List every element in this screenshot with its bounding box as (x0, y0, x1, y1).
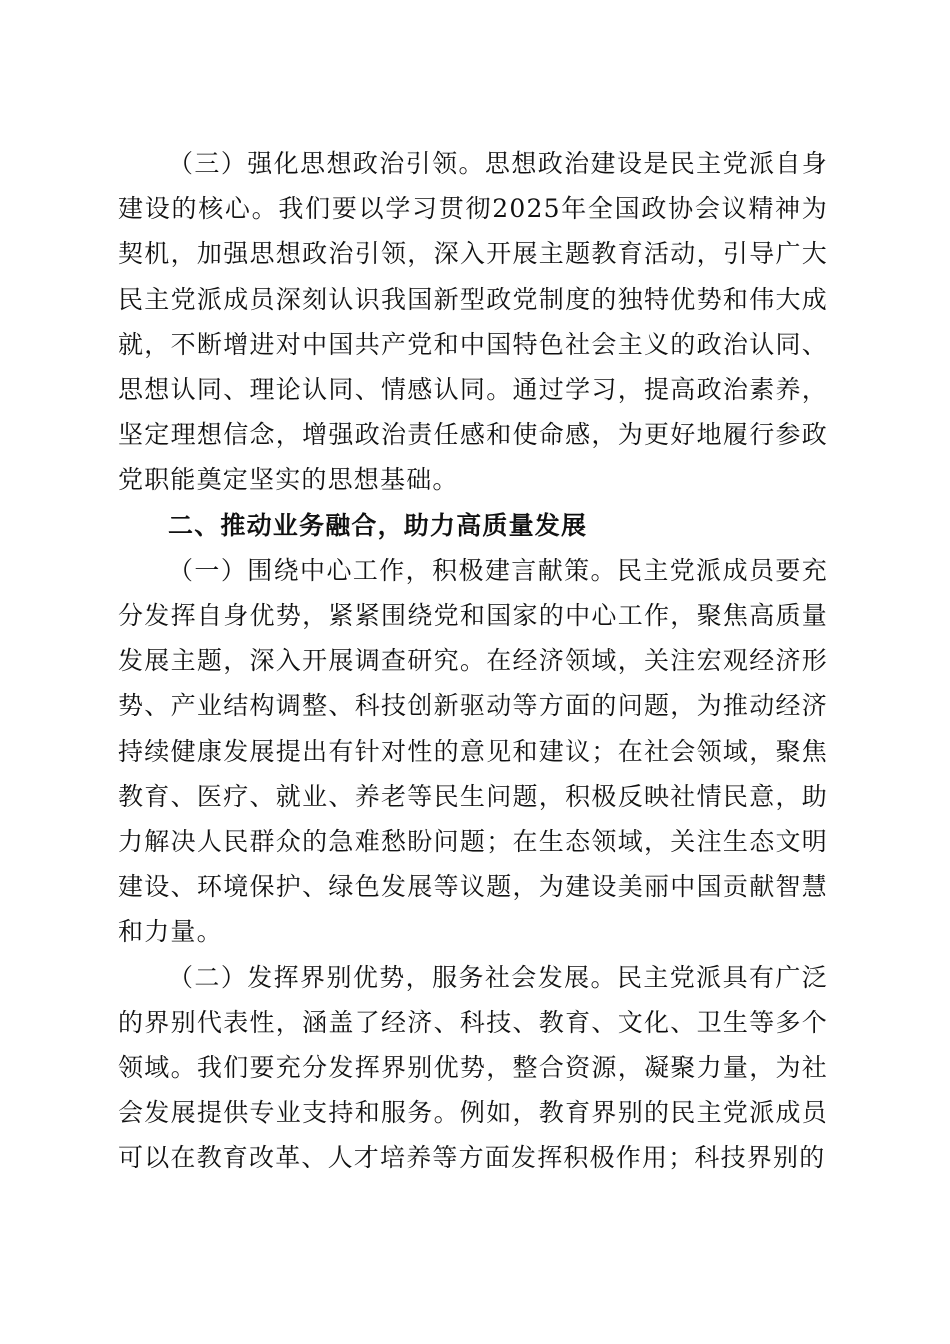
section-3-body: 思想政治建设是民主党派自身建设的核心。我们要以学习贯彻2025年全国政协会议精神为契机，加强思想政治引领，深入开展主题教育活动，引导广大民主党派成员深刻认识我国新型政党制度的独特优势和伟大成就，不断增进对中国共产党和中国特色社会主义的政治认同、思想认同、理论认同、情感认同。通过学习，提高政治素养，坚定理想信念，增强政治责任感和使命感，为更好地履行参政党职能奠定坚实的思想基础。 (118, 149, 828, 495)
document-body (118, 141, 828, 1181)
sub-1-body: 民主党派成员要充分发挥自身优势，紧紧围绕党和国家的中心工作，聚焦高质量发展主题，深入开展调查研究。在经济领域，关注宏观经济形势、产业结构调整、科技创新驱动等方面的问题，为推动经济持续健康发展提出有针对性的意见和建议；在社会领域，聚焦教育、医疗、就业、养老等民生问题，积极反映社情民意，助力解决人民群众的急难愁盼问题；在生态领域，关注生态文明建设、环境保护、绿色发展等议题，为建设美丽中国贡献智慧和力量。 (118, 555, 828, 947)
section-3-title: （三）强化思想政治引领。 (168, 149, 485, 178)
paragraph-sub-1 (118, 548, 828, 955)
heading-2: 二、推动业务融合，助力高质量发展 (168, 510, 588, 540)
sub-2-title: （二）发挥界别优势，服务社会发展。 (168, 962, 617, 992)
paragraph-sub-2 (118, 955, 828, 1181)
paragraph-section-3 (118, 141, 828, 503)
sub-2-body: 民主党派具有广泛的界别代表性，涵盖了经济、科技、教育、文化、卫生等多个领域。我们要充分发挥界别优势，整合资源，凝聚力量，为社会发展提供专业支持和服务。例如，教育界别的民主党派成员可以在教育改革、人才培养等方面发挥积极作用；科技界别的 (118, 962, 828, 1173)
sub-1-title: （一）围绕中心工作，积极建言献策。 (168, 555, 617, 585)
